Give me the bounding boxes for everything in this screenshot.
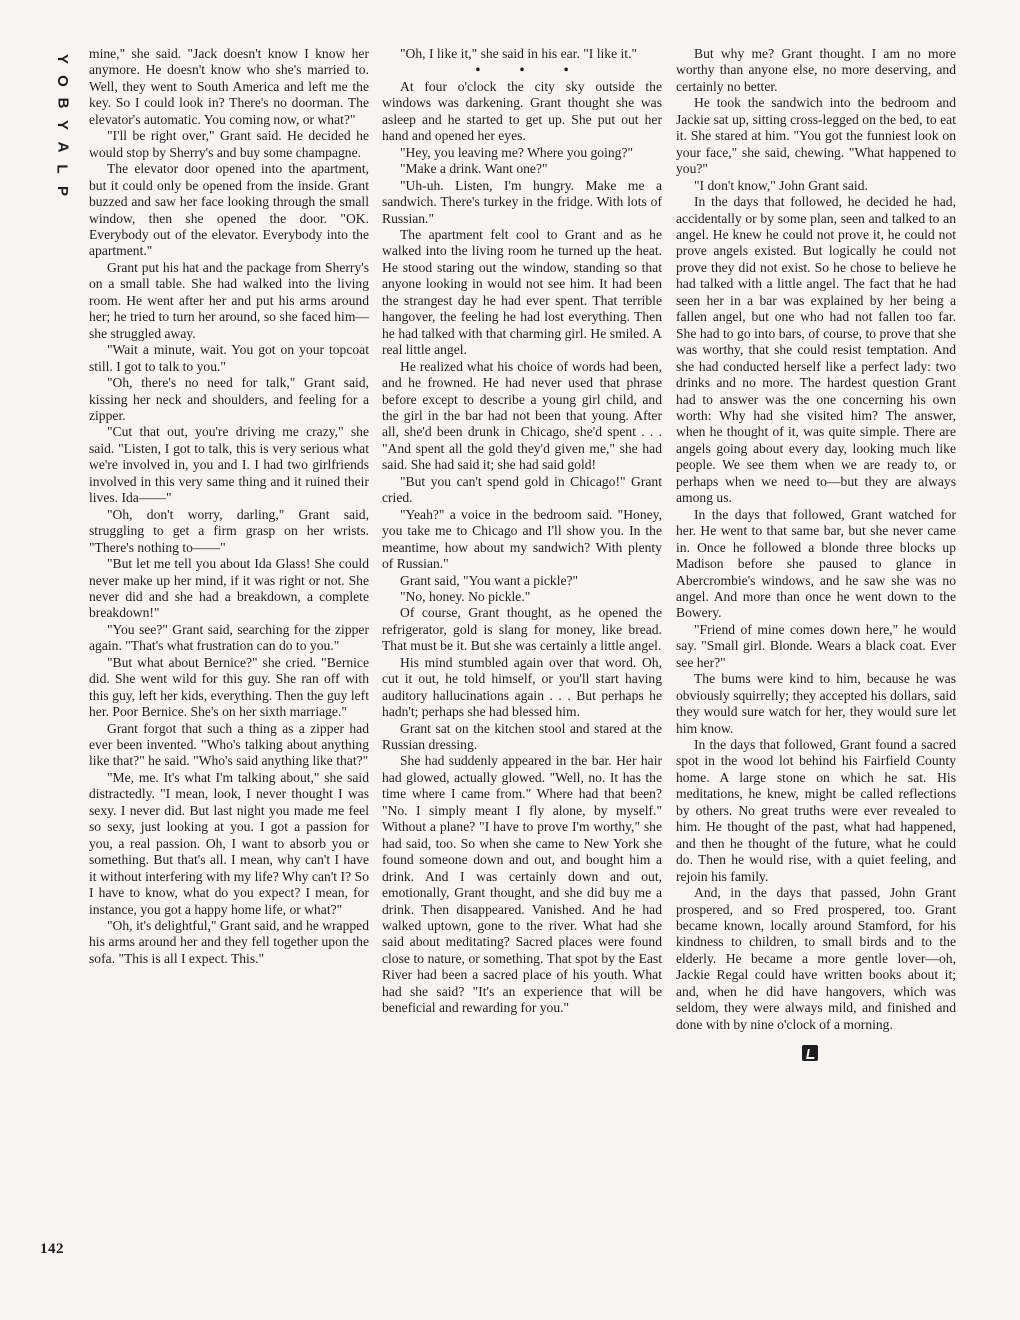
paragraph: In the days that followed, Grant watched for her. He went to that same bar, but she never came in. Once he followed a blonde three blocks up Madison before she paused to glance in Abercrombie's windows, and he saw she was no angel. And more than once he went down to the Bowery.: [676, 506, 956, 621]
paragraph: The apartment felt cool to Grant and as he walked into the living room he turned up the heat. He stood staring out the window, standing so that anyone looking in would not see him. It had been the strangest day he had ever spent. That terrible hangover, the feeling he had lost everything. Then he had talked with that charming girl. He smiled. A real little angel.: [382, 226, 662, 358]
paragraph: But why me? Grant thought. I am no more worthy than anyone else, no more deserving, and certainly no better.: [676, 46, 956, 94]
paragraph: Grant forgot that such a thing as a zipper had ever been invented. "Who's talking about anything like that?" he said. "Who's said anything like that?": [89, 720, 369, 769]
masthead-letter: B: [54, 97, 71, 109]
magazine-masthead: [52, 48, 72, 202]
paragraph: "Make a drink. Want one?": [400, 161, 548, 177]
paragraph: Of course, Grant thought, as he opened the refrigerator, gold is slang for money, like bread. That must be it. But she was certainly a little angel.: [382, 605, 662, 654]
paragraph: She had suddenly appeared in the bar. Her hair had glowed, actually glowed. "Well, no. It has the time where I came from." Where had that been? "No. I simply meant I fly alone, by myself." Without a plane? "I have to prove I'm worthy," she had said, too. So when she came to New York she found someone down and out, and bought him a drink. And I was certainly down and out, emotionally, Grant thought, and she did buy me a drink. Then disappeared. Vanished. And he had walked uptown, gone to the river. What had she said about meditating? Sacred places were found close to nature, or something. That spot by the East River had been a sacred place of his youth. What had she said? "It's an experience that will be beneficial and rewarding for you.": [382, 753, 662, 1016]
paragraph: "No, honey. No pickle.": [400, 588, 531, 604]
paragraph: In the days that followed, Grant found a sacred spot in the wood lot behind his Fairfield County home. A large stone on which he sat. His meditations, he knew, might be called reflections by others. No great truths were ever revealed to him. He thought of the past, what had happened, and then he thought of the future, what he could do. Then he would rise, with a quiet feeling, and rejoin his family.: [676, 737, 956, 884]
paragraph: "But what about Bernice?" she cried. "Bernice did. She went wild for this guy. She ran off with this guy, left her kids, everything. Then the guy left her. Poor Bernice. She's on her sixth marriage.": [89, 654, 369, 720]
text-column-1: [89, 46, 369, 967]
paragraph: "Oh, there's no need for talk," Grant said, kissing her neck and shoulders, and feeling for a zipper.: [89, 375, 369, 423]
section-break: • • •: [475, 62, 587, 78]
masthead-letter: Y: [53, 119, 71, 131]
text-column-2: [382, 46, 662, 1017]
paragraph: "Me, me. It's what I'm talking about," she said distractedly. "I mean, look, I never thought I was sexy. I never did. But last night you made me feel so sexy, just looking at you. I got a passion for you, a real passion. Oh, I want to absorb you or something. But that's all. I mean, why can't I have it without interfering with my life? Why can't I? So I have to know, what do you expect? I mean, for instance, you got a happy home life, or what?": [89, 769, 369, 917]
paragraph: "Hey, you leaving me? Where you going?": [400, 144, 634, 160]
page-number: 142: [40, 1241, 64, 1257]
masthead-letter: P: [53, 185, 71, 197]
paragraph: "Oh, don't worry, darling," Grant said, struggling to get a firm grasp on her wrists. "There's nothing to——": [89, 506, 369, 555]
paragraph: "But let me tell you about Ida Glass! She could never make up her mind, if it was right or not. She never did and she had a breakdown, a complete breakdown!": [89, 556, 369, 621]
paragraph: And, in the days that passed, John Grant prospered, and so Fred prospered, too. Grant became known, locally around Stamford, for his kindness to children, to small birds and to the elderly. He became a more gentle lover—oh, Jackie Regal could have written books about it; and, when he did have hangovers, which was seldom, they were always mild, and finished and done with by nine o'clock of a morning.: [676, 885, 956, 1032]
masthead-letter: O: [53, 75, 71, 87]
paragraph: At four o'clock the city sky outside the windows was darkening. Grant thought she was asleep and he started to get up. She put out her hand and opened her eyes.: [382, 78, 662, 144]
paragraph: mine," she said. "Jack doesn't know I know her anymore. He doesn't know who she's married to. Well, they went to South America and left me the key. So I could look in? There's no doorman. The elevator's automatic. You coming now, or what?": [89, 46, 369, 127]
paragraph: In the days that followed, he decided he had, accidentally or by some plan, seen and talked to an angel. He knew he could not prove it, he could not prove angels existed. But logically he could not prove they did not exist. So he chose to believe he had talked with a little angel. The fact that he had seen her in a bar was explained by her being a fallen angel, but one who had not fallen too far. She had to go into bars, of course, to prove that she was worthy, that she could resist temptation. And she had conducted herself like a perfect lady: two drinks and no more. The hardest question Grant had to answer was the one concerning his own worth: Why had she visited him? The answer, when he thought of it, was quite simple. There are angels going about every day, looking much like people. We see them when we are ready to, or perhaps when we need to—but they are always among us.: [676, 194, 956, 506]
paragraph: The elevator door opened into the apartment, but it could only be opened from the inside. Grant buzzed and saw her face looking through the small window, then she opened the door. "OK. Everybody out of the elevator. Everybody into the apartment.": [89, 161, 369, 259]
paragraph: "Oh, I like it," she said in his ear. "I like it.": [400, 46, 638, 61]
paragraph: He took the sandwich into the bedroom and Jackie sat up, sitting cross-legged on the bed, to eat it. She stared at him. "You got the funniest look on your face," she said, chewing. "What happened to you?": [676, 95, 956, 177]
paragraph: "Friend of mine comes down here," he would say. "Small girl. Blonde. Wears a black coat. Ever see her?": [676, 621, 956, 670]
paragraph: Grant sat on the kitchen stool and stared at the Russian dressing.: [382, 720, 662, 753]
paragraph: "Wait a minute, wait. You got on your topcoat still. I got to talk to you.": [89, 342, 369, 374]
masthead-letter: Y: [53, 53, 71, 65]
paragraph: "Uh-uh. Listen, I'm hungry. Make me a sandwich. There's turkey in the fridge. With lots of Russian.": [382, 177, 662, 226]
paragraph: "Oh, it's delightful," Grant said, and he wrapped his arms around her and they fell together upon the sofa. "This is all I expect. This.": [89, 918, 369, 966]
paragraph: Grant put his hat and the package from Sherry's on a small table. She had walked into the living room. He went after her and put his arms around her; he tried to turn her around, so she faced him—she struggled away.: [89, 259, 369, 341]
paragraph: He realized what his choice of words had been, and he frowned. He had never used that phrase before except to describe a young girl child, and the girl in the bar had not been that young. After all, she'd been drunk in Chicago, she'd spent . . . "And spent all the gold they'd given me," she had said. She had said it; she had said gold!: [382, 358, 662, 473]
paragraph: "Cut that out, you're driving me crazy," she said. "Listen, I got to talk, this is very serious what we're involved in, you and I. I had two girlfriends involved in this very same thing and it ruined their lives. Ida——": [89, 424, 369, 506]
paragraph: Grant said, "You want a pickle?": [400, 572, 579, 588]
paragraph: "You see?" Grant said, searching for the zipper again. "That's what frustration can do to you.": [89, 621, 369, 654]
paragraph: "I'll be right over," Grant said. He decided he would stop by Sherry's and buy some champagne.: [89, 128, 369, 160]
paragraph: "But you can't spend gold in Chicago!" Grant cried.: [382, 473, 662, 506]
rabbit-logo-icon: [802, 1045, 818, 1061]
end-of-article-mark: [676, 1045, 956, 1065]
paragraph: The bums were kind to him, because he was obviously squirrelly; they accepted his dollars, said they would sure watch for her, they would sure let him know.: [676, 671, 956, 736]
text-column-3: [676, 46, 956, 1066]
masthead-letter: L: [53, 164, 71, 174]
paragraph: "I don't know," John Grant said.: [694, 177, 868, 193]
masthead-letter: A: [54, 141, 71, 153]
paragraph: "Yeah?" a voice in the bedroom said. "Honey, you take me to Chicago and I'll show you. In the meantime, how about my sandwich? With plenty of Russian.": [382, 506, 662, 572]
paragraph: His mind stumbled again over that word. Oh, cut it out, he told himself, or you'll start having auditory hallucinations again . . . But perhaps he hadn't; perhaps she had blessed him.: [382, 654, 662, 720]
